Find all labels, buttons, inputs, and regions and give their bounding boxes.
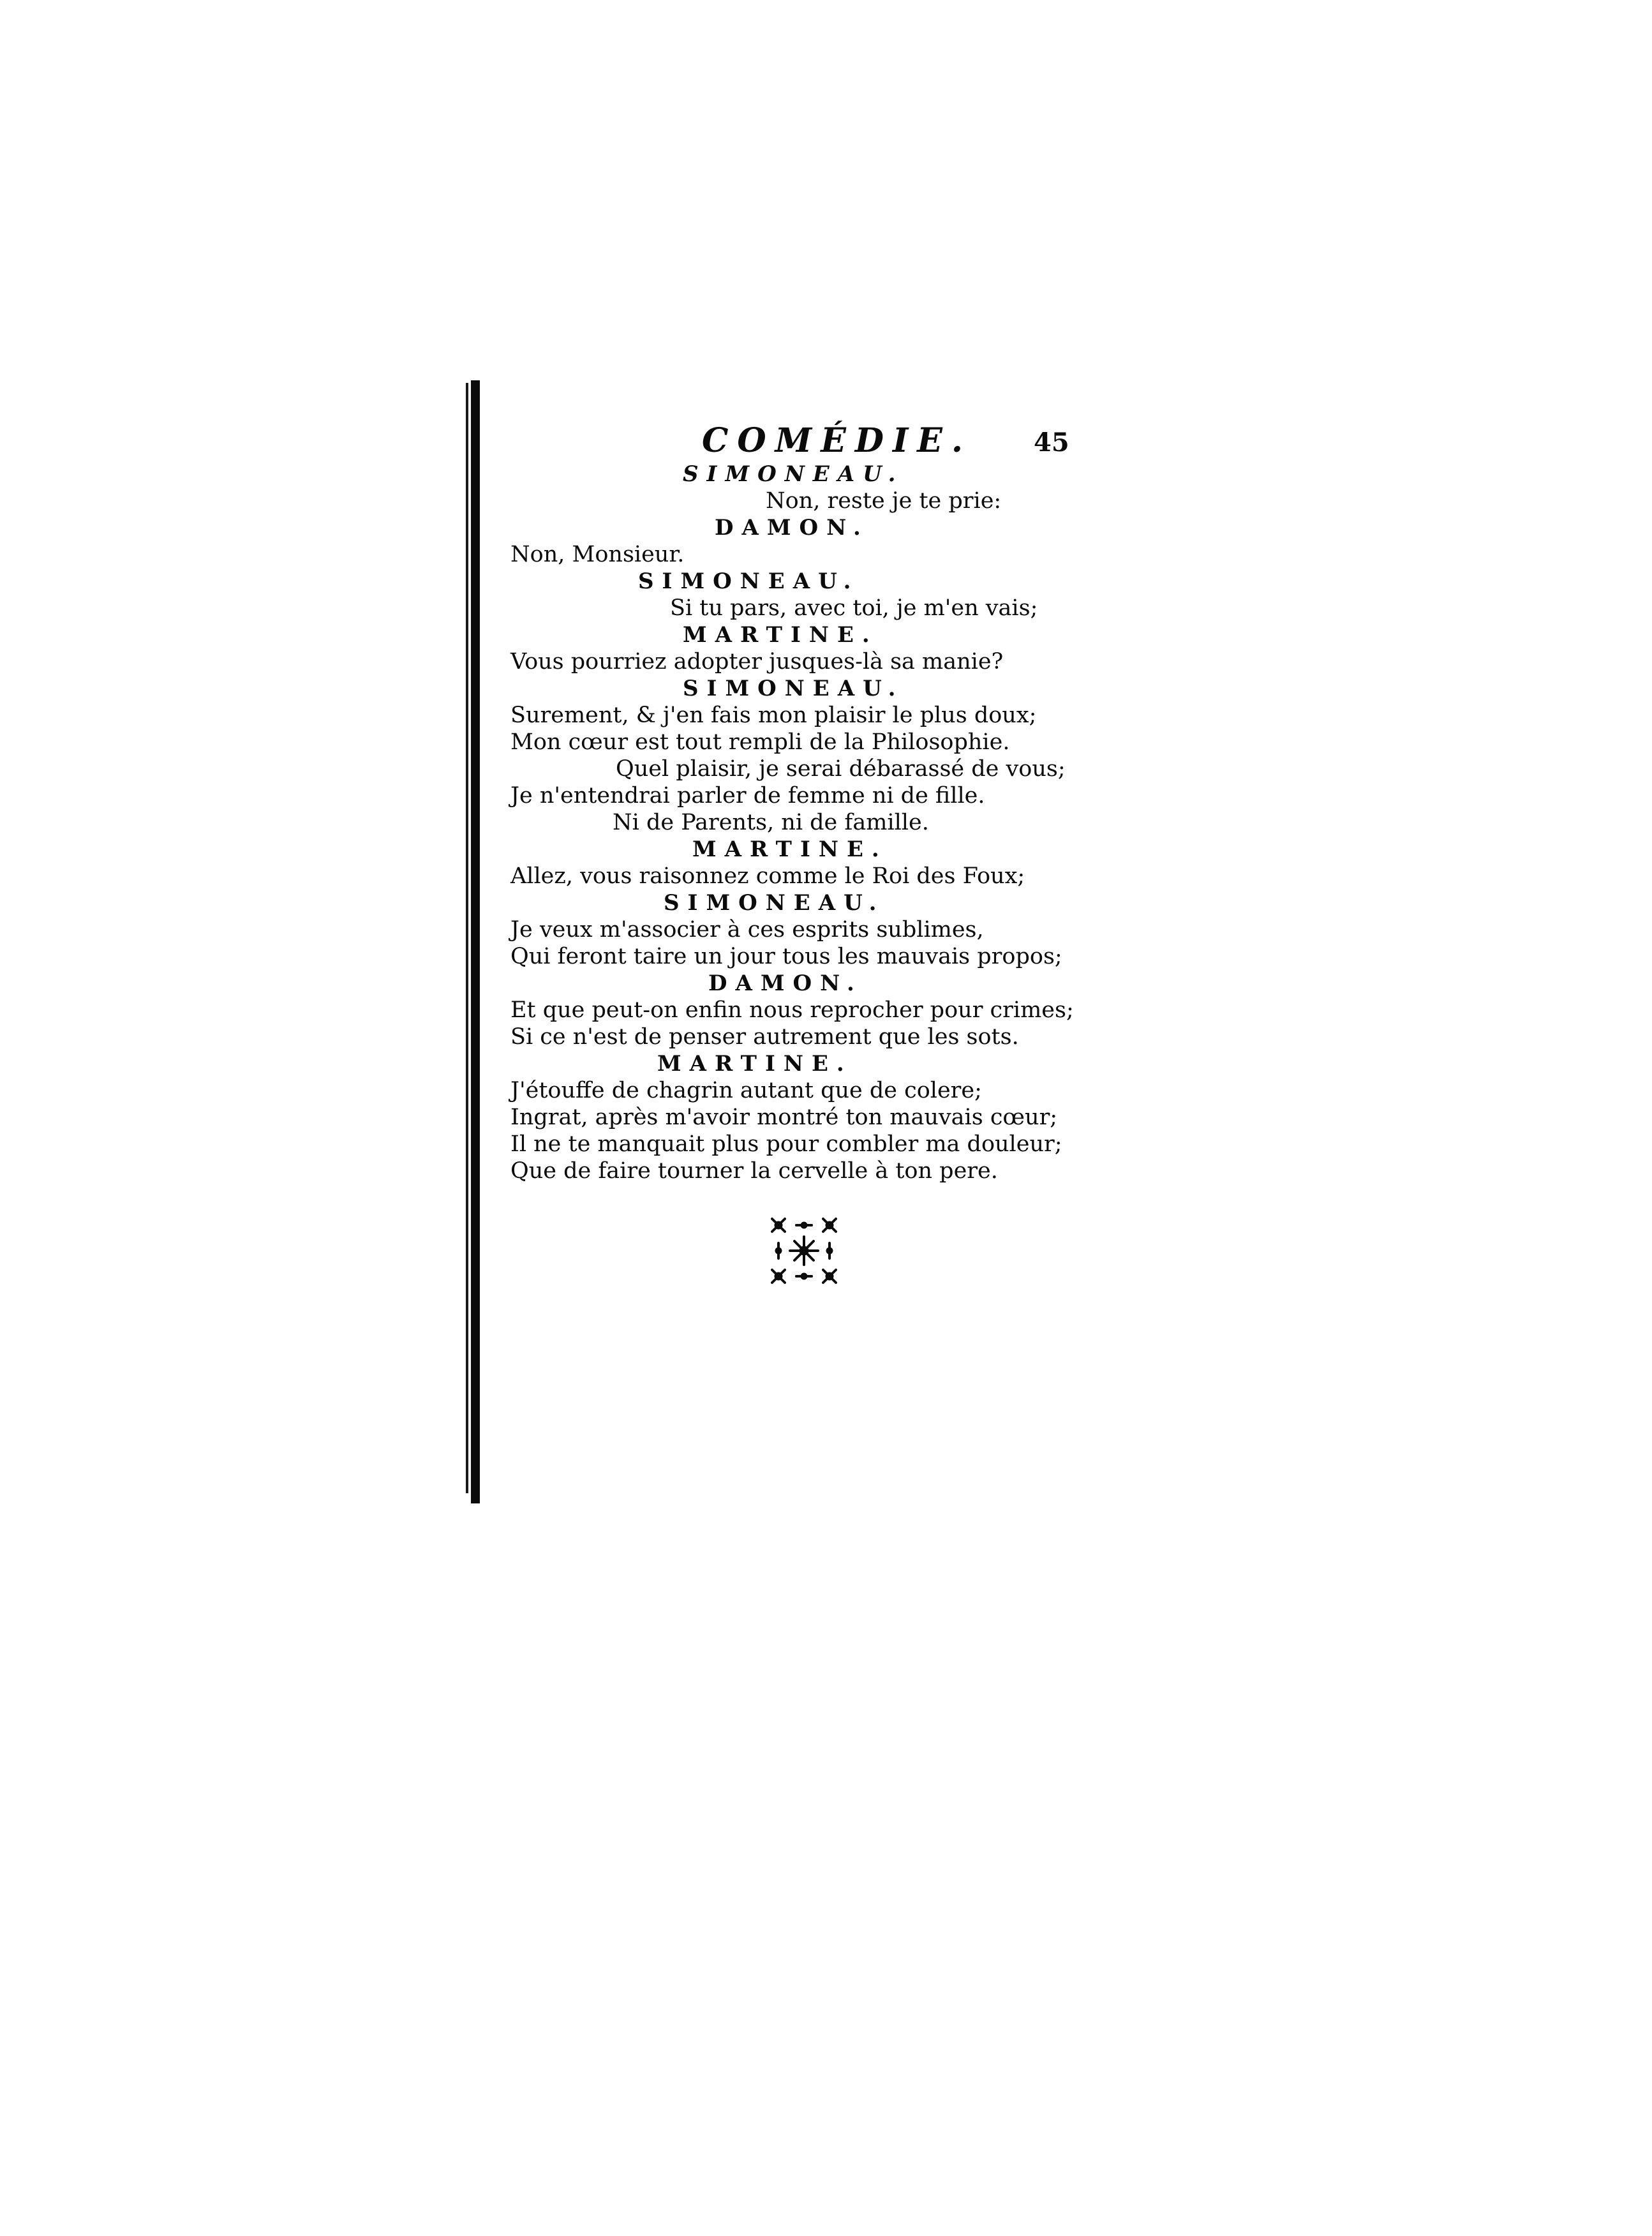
verse-line: Allez, vous raisonnez comme le Roi des Foux; — [510, 863, 1025, 889]
verse-line: Ni de Parents, ni de famille. — [613, 810, 929, 835]
page-number: 45 — [1034, 428, 1069, 458]
verse-line: Non, Monsieur. — [510, 542, 685, 567]
verse-line: Vous pourriez adopter jusques-là sa manie? — [510, 649, 1004, 675]
verse-line: Mon cœur est tout rempli de la Philosophie. — [510, 729, 1010, 755]
verse-line: Surement, & j'en fais mon plaisir le plus doux; — [510, 703, 1037, 728]
binding-shadow — [471, 380, 480, 1503]
speaker-name: SIMONEAU. — [664, 890, 885, 916]
verse-line: Non, reste je te prie: — [766, 488, 1002, 514]
binding-shadow-thin — [466, 383, 468, 1493]
verse-line: Je veux m'associer à ces esprits sublimes, — [510, 917, 984, 943]
dialogue-lines — [510, 461, 1098, 1184]
verse-line: Qui feront taire un jour tous les mauvais propos; — [510, 944, 1062, 969]
verse-line: Quel plaisir, je serai débarassé de vous; — [616, 756, 1066, 782]
running-head: COMÉDIE. — [702, 421, 972, 460]
verse-line: Ingrat, après m'avoir montré ton mauvais cœur; — [510, 1105, 1058, 1130]
verse-line: Si ce n'est de penser autrement que les sots. — [510, 1024, 1019, 1050]
verse-line: Que de faire tourner la cervelle à ton pere. — [510, 1158, 998, 1184]
speaker-name: SIMONEAU. — [683, 461, 904, 487]
speaker-name: SIMONEAU. — [638, 569, 859, 594]
speaker-name: MARTINE. — [692, 837, 888, 862]
fleuron-ornament-icon — [766, 1212, 842, 1289]
verse-line: Et que peut-on enfin nous reprocher pour crimes; — [510, 997, 1074, 1023]
speaker-name: SIMONEAU. — [683, 676, 904, 701]
verse-line: Je n'entendrai parler de femme ni de fille. — [510, 783, 985, 809]
speaker-name: DAMON. — [715, 515, 869, 540]
verse-line: Si tu pars, avec toi, je m'en vais; — [670, 595, 1038, 621]
verse-line: J'étouffe de chagrin autant que de colere; — [510, 1078, 982, 1103]
speaker-name: DAMON. — [708, 971, 863, 996]
speaker-name: MARTINE. — [657, 1051, 852, 1077]
verse-line: Il ne te manquait plus pour combler ma douleur; — [510, 1131, 1062, 1157]
speaker-name: MARTINE. — [683, 622, 878, 648]
